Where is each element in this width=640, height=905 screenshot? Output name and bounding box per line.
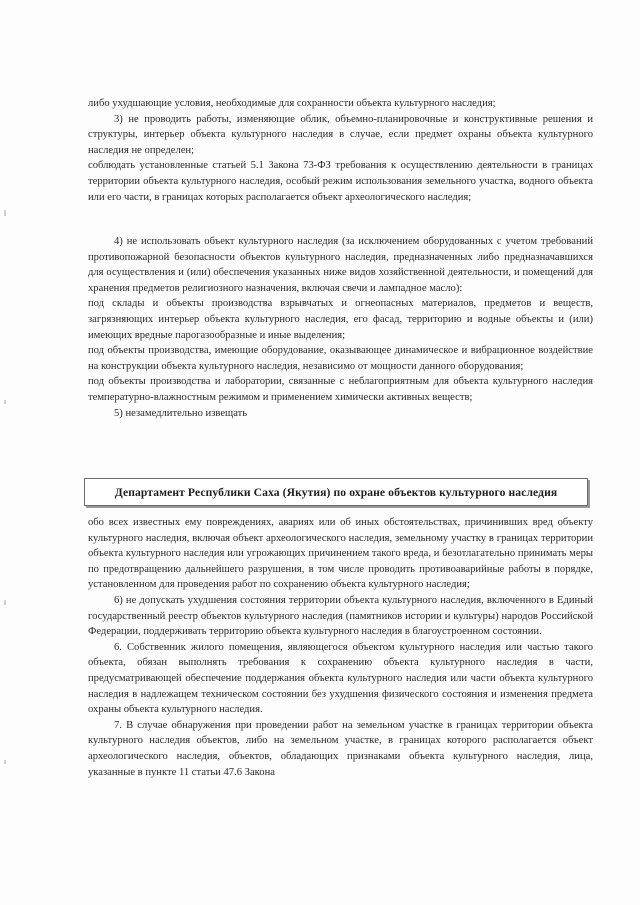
department-heading-box	[84, 478, 588, 506]
paragraph: либо ухудшающие условия, необходимые для сохранности объекта культурного наследия;	[88, 98, 496, 109]
middle-text-block	[88, 234, 593, 421]
scan-artifact	[4, 760, 6, 764]
scan-artifact	[4, 210, 6, 216]
paragraph: под склады и объекты производства взрывчатых и огнеопасных материалов, предметов и веществ, загрязняющих интерьер объекта культурного наследия, его фасад, территорию и водные объекты и (или) имеющих вредные парогазообразные и иные выделения;	[88, 298, 593, 341]
top-text-block	[88, 96, 593, 205]
paragraph: 7. В случае обнаружения при проведении работ на земельном участке в границах территории объекта культурного наследия объектов, либо на земельном участке, в границах которого располагается объект археологического наследия, объектов, обладающих признаками объекта культурного наследия, лица, указанные в пункте 11 статьи 47.6 Закона	[88, 719, 593, 778]
paragraph: под объекты производства и лаборатории, связанные с неблагоприятным для объекта культурного наследия температурно-влажностным режимом и применением химически активных веществ;	[88, 376, 593, 403]
paragraph: 6) не допускать ухудшения состояния территории объекта культурного наследия, включенного в Единый государственный реестр объектов культурного наследия (памятников истории и культуры) народов Российской Федерации, поддерживать территорию объекта культурного наследия в благоустроенном состоянии.	[88, 594, 593, 638]
paragraph: обо всех известных ему повреждениях, авариях или об иных обстоятельствах, причинивших вред объекту культурного наследия, включая объект археологического наследия, земельному участку в границах территории объекта культурного наследия или угрожающих причинением такого вреда, и безотлагательно принимать меры по предотвращению дальнейшего разрушения, в том числе проводить противоаварийные работы в порядке, установленном для проведения работ по сохранению объекта культурного наследия;	[88, 517, 593, 591]
paragraph: 5) незамедлительно извещать	[114, 407, 248, 419]
paragraph: под объекты производства, имеющие оборудование, оказывающее динамическое и вибрационное воздействие на конструкции объекта культурного наследия, независимо от мощности данного оборудования;	[88, 345, 593, 372]
bottom-text-block	[88, 515, 593, 780]
scan-artifact	[4, 600, 6, 605]
scan-artifact	[4, 400, 6, 404]
paragraph: 3) не проводить работы, изменяющие облик, объемно-планировочные и конструктивные решения и структуры, интерьер объекта культурного наследия в случае, если предмет охраны объекта культурного наследия не определен;	[88, 113, 593, 156]
paragraph: 4) не использовать объект культурного наследия (за исключением оборудованных с учетом требований противопожарной безопасности объектов культурного наследия, предназначенных либо предназначавшихся для осуществления и (или) обеспечения указанных ниже видов хозяйственной деятельности, и помещений для хранения предметов религиозного назначения, включая свечи и лампадное масло):	[88, 236, 593, 294]
paragraph: 6. Собственник жилого помещения, являющегося объектом культурного наследия или частью такого объекта, обязан выполнять требования к сохранению объекта культурного наследия в части, предусматривающей обеспечение поддержания объекта культурного наследия или части объекта культурного наследия в надлежащем техническом состоянии без ухудшения физического состояния и изменения предмета охраны объекта культурного наследия.	[88, 641, 593, 716]
department-heading: Департамент Республики Саха (Якутия) по охране объектов культурного наследия	[114, 485, 558, 499]
paragraph: соблюдать установленные статьей 5.1 Закона 73-ФЗ требования к осуществлению деятельности в границах территории объекта культурного наследия, особый режим использования земельного участка, водного объекта или его части, в границах которых располагается объект археологического наследия;	[88, 160, 593, 203]
